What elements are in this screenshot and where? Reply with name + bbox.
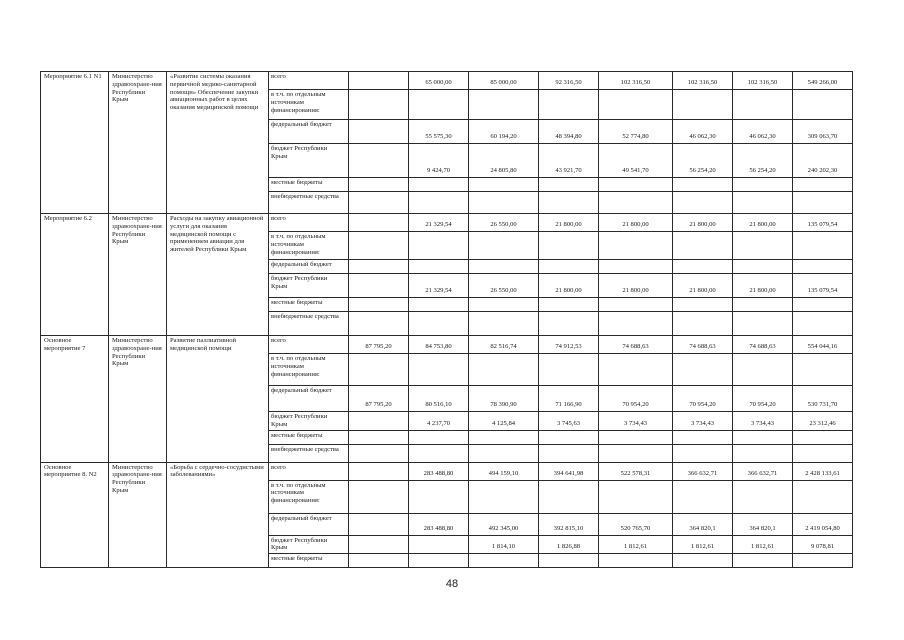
amount-value: 3 745,63 <box>539 412 599 431</box>
event-description: «Развитие системы оказания первичной медико-санитарной помощи» Обеспечение закупки авиационных работ в целях оказания медицинской помощи <box>167 72 269 214</box>
amount-value: 364 820,1 <box>673 513 733 535</box>
total-value: 135 079,54 <box>793 274 853 298</box>
funding-source: местные бюджеты <box>269 430 349 444</box>
amount-value: 84 753,80 <box>409 336 469 354</box>
amount-value: 74 688,63 <box>733 336 793 354</box>
amount-value <box>349 72 409 90</box>
amount-value: 78 390,90 <box>469 386 539 412</box>
event-name: Основное мероприятие 8. N2 <box>41 462 109 568</box>
funding-source: бюджет Республики Крым <box>269 144 349 178</box>
amount-value: 74 688,63 <box>599 336 673 354</box>
event-description: «Борьба с сердечно-сосудистыми заболеваниями» <box>167 462 269 568</box>
table-row <box>41 214 853 232</box>
amount-value <box>733 192 793 214</box>
amount-value <box>469 192 539 214</box>
amount-value: 4 237,70 <box>409 412 469 431</box>
funding-source: бюджет Республики Крым <box>269 274 349 298</box>
total-value <box>793 444 853 462</box>
amount-value: 48 394,80 <box>539 120 599 144</box>
amount-value <box>349 480 409 513</box>
amount-value <box>409 554 469 568</box>
amount-value: 1 812,61 <box>673 535 733 554</box>
amount-value <box>539 312 599 336</box>
amount-value <box>733 260 793 274</box>
amount-value <box>733 480 793 513</box>
total-value: 554 044,16 <box>793 336 853 354</box>
amount-value <box>349 430 409 444</box>
amount-value <box>539 554 599 568</box>
amount-value <box>539 480 599 513</box>
amount-value <box>673 480 733 513</box>
amount-value: 3 734,43 <box>599 412 673 431</box>
amount-value <box>673 430 733 444</box>
amount-value <box>733 232 793 260</box>
amount-value <box>673 554 733 568</box>
amount-value <box>469 444 539 462</box>
amount-value <box>409 260 469 274</box>
amount-value: 21 800,00 <box>673 274 733 298</box>
amount-value: 52 774,80 <box>599 120 673 144</box>
amount-value <box>733 354 793 386</box>
event-name: Мероприятие 6.2 <box>41 214 109 336</box>
funding-source: всего <box>269 462 349 480</box>
amount-value: 80 516,10 <box>409 386 469 412</box>
amount-value: 56 254,20 <box>733 144 793 178</box>
funding-source: всего <box>269 336 349 354</box>
total-value <box>793 312 853 336</box>
amount-value <box>673 192 733 214</box>
amount-value: 102 316,50 <box>599 72 673 90</box>
amount-value <box>409 178 469 192</box>
amount-value: 21 329,54 <box>409 214 469 232</box>
funding-source: всего <box>269 214 349 232</box>
funding-source: местные бюджеты <box>269 298 349 312</box>
ministry-name: Министерство здравоохране-ния Республики Крым <box>109 462 167 568</box>
amount-value: 3 734,43 <box>733 412 793 431</box>
funding-source: внебюджетные средства <box>269 312 349 336</box>
amount-value <box>539 444 599 462</box>
amount-value <box>349 535 409 554</box>
amount-value: 492 345,00 <box>469 513 539 535</box>
amount-value <box>599 192 673 214</box>
amount-value <box>599 554 673 568</box>
total-value <box>793 192 853 214</box>
amount-value: 49 541,70 <box>599 144 673 178</box>
amount-value: 87 795,20 <box>349 336 409 354</box>
amount-value <box>349 513 409 535</box>
total-value: 240 202,30 <box>793 144 853 178</box>
amount-value: 1 812,61 <box>733 535 793 554</box>
amount-value: 21 800,00 <box>539 274 599 298</box>
amount-value: 43 921,70 <box>539 144 599 178</box>
amount-value <box>673 312 733 336</box>
amount-value <box>409 480 469 513</box>
amount-value <box>539 260 599 274</box>
total-value: 2 419 054,80 <box>793 513 853 535</box>
amount-value: 74 912,53 <box>539 336 599 354</box>
funding-source: в т.ч. по отдельным источникам финансирования: <box>269 354 349 386</box>
amount-value <box>409 444 469 462</box>
amount-value: 520 765,70 <box>599 513 673 535</box>
amount-value <box>349 120 409 144</box>
amount-value <box>733 444 793 462</box>
amount-value <box>409 354 469 386</box>
amount-value <box>349 462 409 480</box>
total-value <box>793 178 853 192</box>
funding-source: федеральный бюджет <box>269 120 349 144</box>
event-name: Основное мероприятие 7 <box>41 336 109 463</box>
amount-value <box>469 90 539 120</box>
event-name: Мероприятие 6.1 N1 <box>41 72 109 214</box>
total-value: 2 428 133,61 <box>793 462 853 480</box>
funding-source: всего <box>269 72 349 90</box>
amount-value <box>673 298 733 312</box>
amount-value <box>539 298 599 312</box>
amount-value: 394 641,98 <box>539 462 599 480</box>
amount-value <box>469 354 539 386</box>
total-value <box>793 354 853 386</box>
amount-value <box>733 90 793 120</box>
amount-value: 494 159,10 <box>469 462 539 480</box>
table-row <box>41 462 853 480</box>
funding-source: федеральный бюджет <box>269 513 349 535</box>
amount-value <box>599 260 673 274</box>
amount-value <box>409 298 469 312</box>
amount-value <box>733 298 793 312</box>
amount-value <box>673 90 733 120</box>
funding-source: федеральный бюджет <box>269 386 349 412</box>
amount-value <box>409 192 469 214</box>
amount-value <box>599 232 673 260</box>
amount-value: 46 062,30 <box>673 120 733 144</box>
amount-value <box>469 232 539 260</box>
amount-value: 366 632,71 <box>673 462 733 480</box>
table-row <box>41 72 853 90</box>
event-description: Развитие паллиативной медицинской помощи <box>167 336 269 463</box>
amount-value: 60 194,20 <box>469 120 539 144</box>
amount-value <box>409 90 469 120</box>
total-value: 23 312,46 <box>793 412 853 431</box>
amount-value <box>733 554 793 568</box>
funding-source: в т.ч. по отдельным источникам финансирования: <box>269 90 349 120</box>
amount-value: 24 805,80 <box>469 144 539 178</box>
amount-value <box>733 430 793 444</box>
total-value: 530 731,70 <box>793 386 853 412</box>
amount-value <box>539 232 599 260</box>
total-value <box>793 554 853 568</box>
funding-source: внебюджетные средства <box>269 444 349 462</box>
funding-source: внебюджетные средства <box>269 192 349 214</box>
amount-value <box>409 430 469 444</box>
amount-value <box>599 298 673 312</box>
amount-value <box>599 354 673 386</box>
amount-value <box>673 354 733 386</box>
amount-value: 65 000,00 <box>409 72 469 90</box>
amount-value <box>349 192 409 214</box>
total-value: 135 079,54 <box>793 214 853 232</box>
amount-value: 26 550,00 <box>469 274 539 298</box>
amount-value: 85 000,00 <box>469 72 539 90</box>
amount-value <box>409 232 469 260</box>
amount-value <box>349 412 409 431</box>
page-number: 48 <box>445 578 459 590</box>
amount-value <box>349 90 409 120</box>
amount-value: 366 632,71 <box>733 462 793 480</box>
amount-value: 21 800,00 <box>673 214 733 232</box>
amount-value: 102 316,50 <box>733 72 793 90</box>
total-value <box>793 298 853 312</box>
amount-value: 92 316,50 <box>539 72 599 90</box>
funding-source: бюджет Республики Крым <box>269 412 349 431</box>
amount-value: 21 329,54 <box>409 274 469 298</box>
amount-value <box>673 260 733 274</box>
table-row <box>41 336 853 354</box>
amount-value: 21 800,00 <box>733 274 793 298</box>
amount-value: 70 954,20 <box>733 386 793 412</box>
amount-value <box>599 480 673 513</box>
amount-value <box>469 430 539 444</box>
amount-value: 1 826,88 <box>539 535 599 554</box>
total-value <box>793 260 853 274</box>
amount-value: 26 550,00 <box>469 214 539 232</box>
amount-value <box>599 430 673 444</box>
amount-value <box>673 232 733 260</box>
amount-value: 70 954,20 <box>599 386 673 412</box>
amount-value: 522 578,31 <box>599 462 673 480</box>
amount-value: 55 575,30 <box>409 120 469 144</box>
amount-value <box>673 178 733 192</box>
amount-value: 4 125,84 <box>469 412 539 431</box>
amount-value: 364 820,1 <box>733 513 793 535</box>
amount-value: 283 488,80 <box>409 513 469 535</box>
amount-value: 102 316,50 <box>673 72 733 90</box>
financing-table <box>40 71 853 568</box>
amount-value <box>349 312 409 336</box>
amount-value: 21 800,00 <box>539 214 599 232</box>
amount-value <box>349 554 409 568</box>
funding-source: бюджет Республики Крым <box>269 535 349 554</box>
amount-value: 3 734,43 <box>673 412 733 431</box>
amount-value <box>349 298 409 312</box>
amount-value <box>469 480 539 513</box>
total-value: 549 266,00 <box>793 72 853 90</box>
amount-value: 1 812,61 <box>599 535 673 554</box>
total-value <box>793 90 853 120</box>
amount-value: 21 800,00 <box>599 214 673 232</box>
amount-value: 82 516,74 <box>469 336 539 354</box>
funding-source: федеральный бюджет <box>269 260 349 274</box>
amount-value: 283 488,80 <box>409 462 469 480</box>
amount-value: 46 062,30 <box>733 120 793 144</box>
event-description: Расходы на закупку авиационной услуги для оказания медицинской помощи с применением авиации для жителей Республики Крым <box>167 214 269 336</box>
amount-value <box>733 312 793 336</box>
amount-value <box>349 214 409 232</box>
funding-source: в т.ч. по отдельным источникам финансирования: <box>269 232 349 260</box>
amount-value <box>409 535 469 554</box>
total-value: 9 078,81 <box>793 535 853 554</box>
amount-value: 74 688,63 <box>673 336 733 354</box>
total-value <box>793 232 853 260</box>
amount-value <box>469 260 539 274</box>
amount-value: 71 166,90 <box>539 386 599 412</box>
amount-value <box>469 298 539 312</box>
amount-value: 9 424,70 <box>409 144 469 178</box>
amount-value <box>349 354 409 386</box>
amount-value: 87 795,20 <box>349 386 409 412</box>
amount-value <box>539 192 599 214</box>
amount-value <box>349 274 409 298</box>
amount-value <box>469 554 539 568</box>
amount-value <box>409 312 469 336</box>
amount-value <box>599 312 673 336</box>
amount-value <box>733 178 793 192</box>
amount-value <box>469 312 539 336</box>
ministry-name: Министерство здравоохране-ния Республики Крым <box>109 336 167 463</box>
amount-value <box>469 178 539 192</box>
amount-value: 21 800,00 <box>733 214 793 232</box>
amount-value <box>349 144 409 178</box>
amount-value <box>349 178 409 192</box>
amount-value <box>539 90 599 120</box>
amount-value: 70 954,20 <box>673 386 733 412</box>
amount-value <box>599 90 673 120</box>
ministry-name: Министерство здравоохране-ния Республики Крым <box>109 214 167 336</box>
amount-value <box>599 178 673 192</box>
amount-value <box>539 430 599 444</box>
amount-value <box>539 354 599 386</box>
amount-value: 392 815,10 <box>539 513 599 535</box>
ministry-name: Министерство здравоохране-ния Республики Крым <box>109 72 167 214</box>
amount-value: 1 814,10 <box>469 535 539 554</box>
total-value <box>793 480 853 513</box>
amount-value <box>349 260 409 274</box>
amount-value <box>673 444 733 462</box>
total-value <box>793 430 853 444</box>
amount-value <box>539 178 599 192</box>
amount-value: 21 800,00 <box>599 274 673 298</box>
funding-source: местные бюджеты <box>269 554 349 568</box>
amount-value <box>349 232 409 260</box>
amount-value: 56 254,20 <box>673 144 733 178</box>
amount-value <box>349 444 409 462</box>
funding-source: в т.ч. по отдельным источникам финансирования: <box>269 480 349 513</box>
amount-value <box>599 444 673 462</box>
total-value: 309 063,70 <box>793 120 853 144</box>
funding-source: местные бюджеты <box>269 178 349 192</box>
